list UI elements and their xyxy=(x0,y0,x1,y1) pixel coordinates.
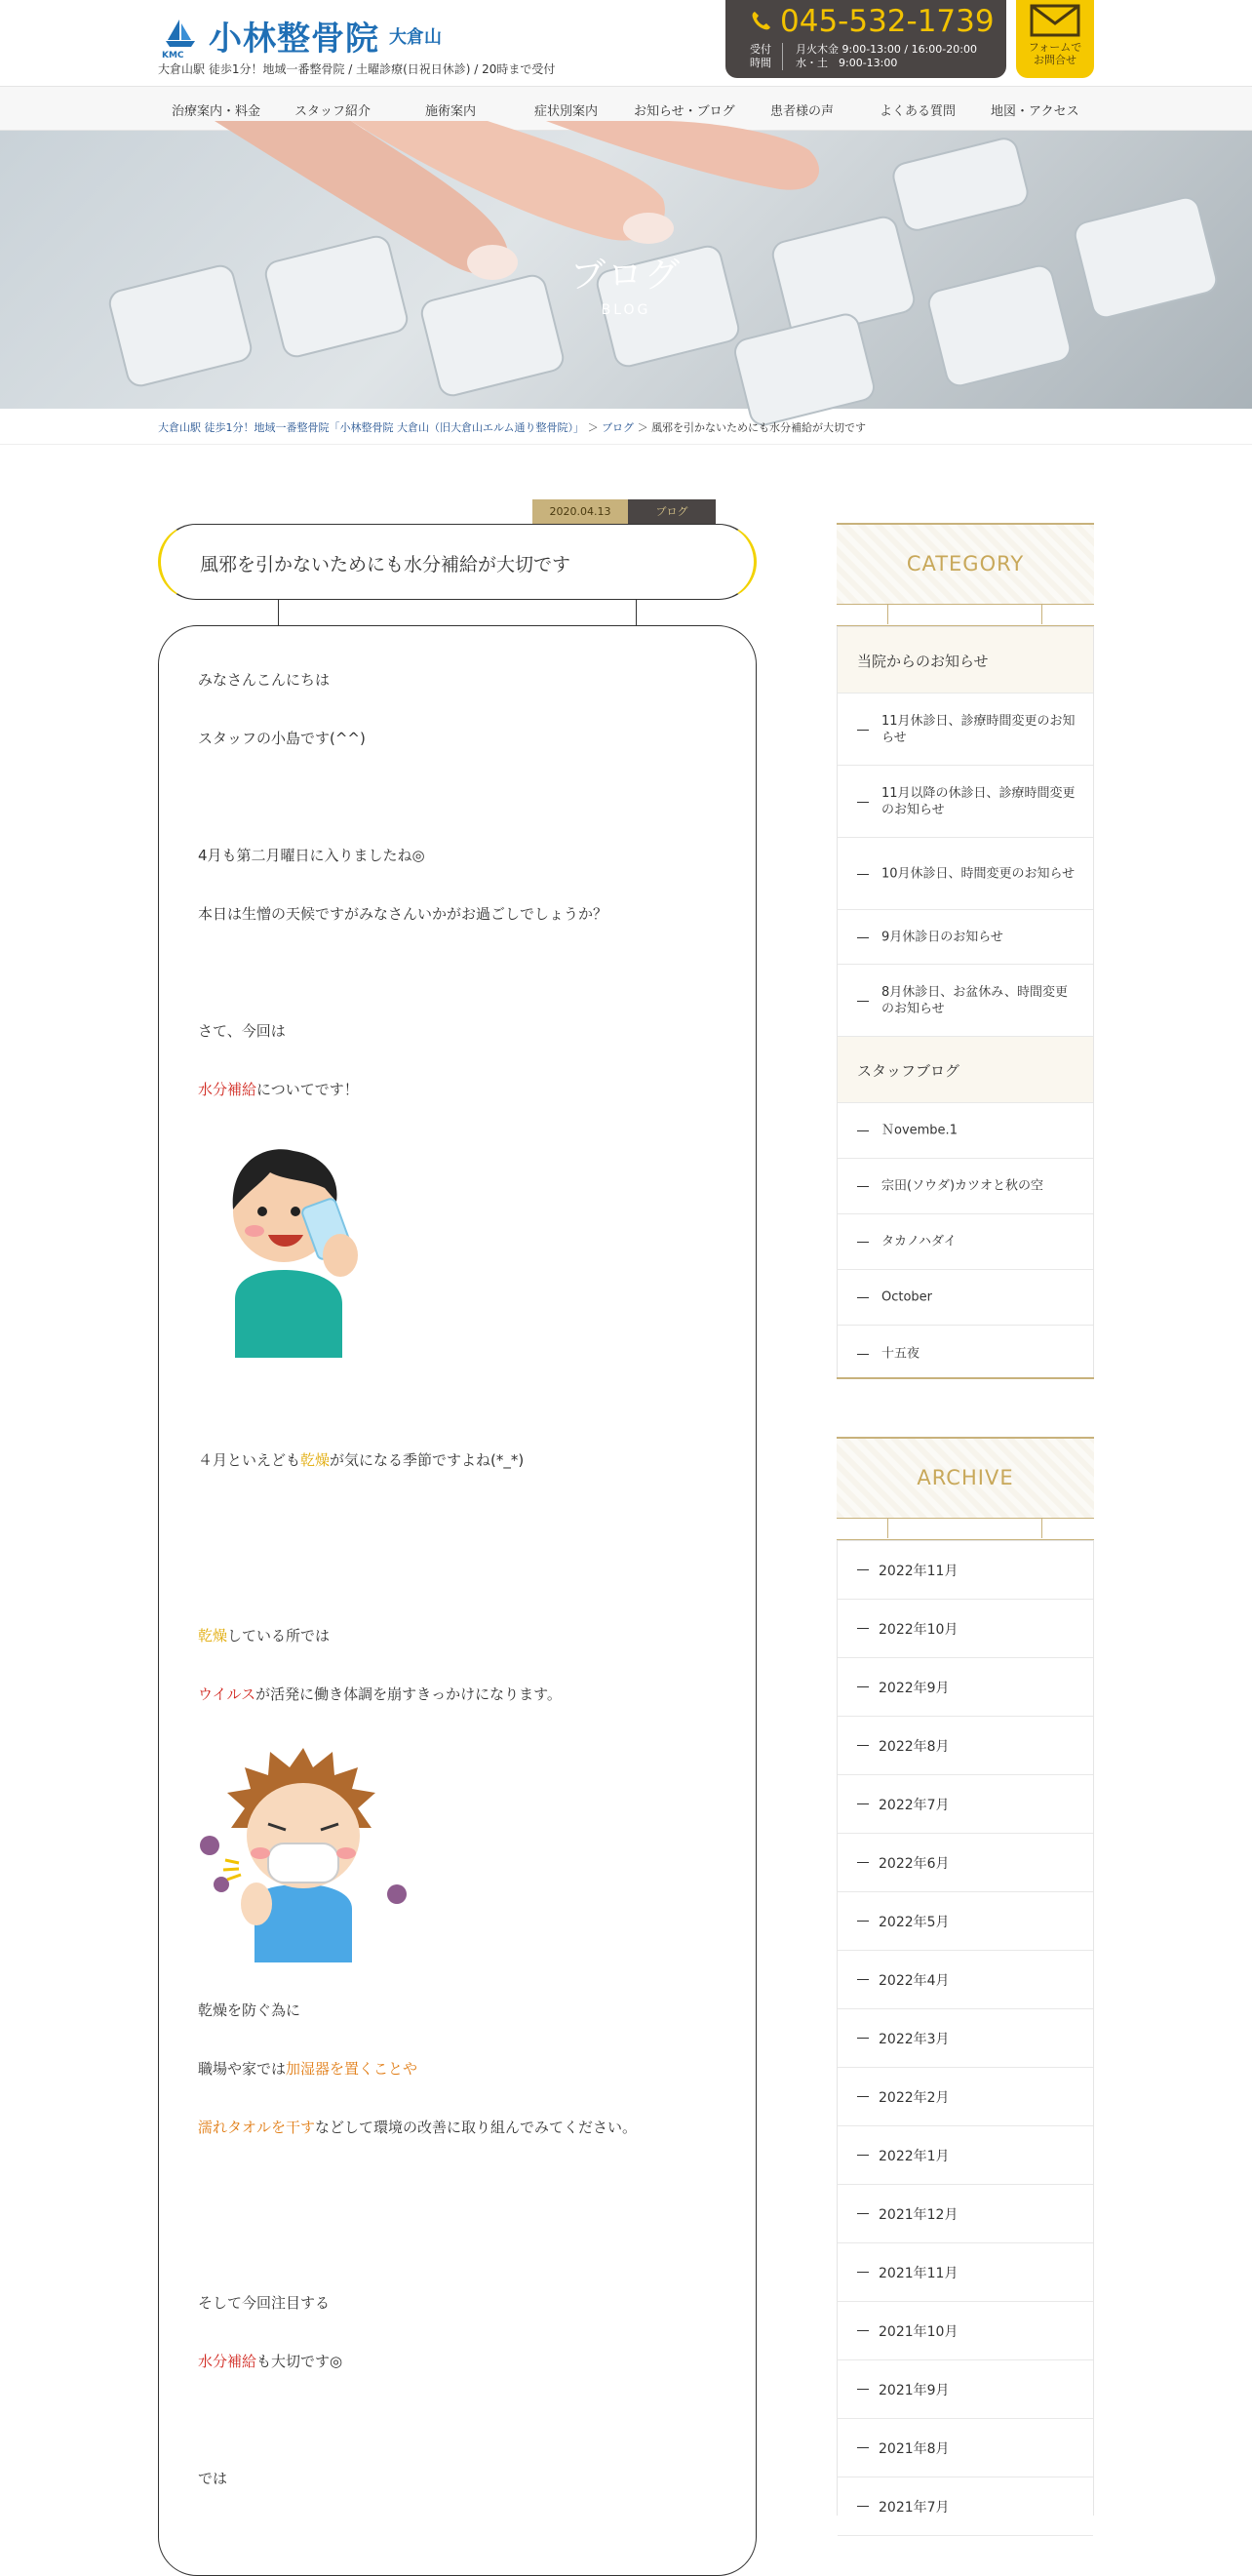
nav-item-news-blog[interactable]: お知らせ・ブログ xyxy=(634,104,735,119)
post-body xyxy=(158,625,757,2576)
archive-month-link[interactable]: 2022年2月 xyxy=(838,2068,1093,2126)
archive-month-link[interactable]: 2021年9月 xyxy=(838,2360,1093,2419)
category-group-staff-blog[interactable]: スタッフブログ xyxy=(838,1037,1093,1103)
archive-month-link[interactable]: 2022年5月 xyxy=(838,1892,1093,1951)
site-logo[interactable] xyxy=(158,12,442,59)
post-date: 2020.04.13 xyxy=(532,499,628,525)
breadcrumb xyxy=(158,419,866,435)
post-paragraph: 水分補給も大切です◎ xyxy=(198,2353,343,2370)
boy-drinking-water-illustration xyxy=(215,1133,391,1358)
phone-contact-box[interactable] xyxy=(725,0,1006,78)
archive-month-link[interactable]: 2022年7月 xyxy=(838,1775,1093,1834)
title-connector xyxy=(636,600,637,625)
post-paragraph: さて、今回は xyxy=(198,1022,286,1040)
ship-logo-icon xyxy=(158,14,203,59)
contact-form-label: フォームで お問合せ xyxy=(1028,41,1082,66)
nav-item-treatment[interactable]: 施術案内 xyxy=(425,104,477,119)
logo-subtitle: 大倉山 xyxy=(389,26,442,48)
boy-coughing-mask-illustration xyxy=(196,1738,430,1962)
phone-number[interactable]: 045-532-1739 xyxy=(749,4,995,39)
breadcrumb-current: 風邪を引かないためにも水分補給が大切です xyxy=(651,421,867,434)
nav-item-symptoms[interactable]: 症状別案内 xyxy=(534,104,599,119)
contact-form-button[interactable] xyxy=(1016,0,1094,78)
nav-item-voices[interactable]: 患者様の声 xyxy=(770,104,835,119)
title-connector xyxy=(278,600,279,625)
category-post-link[interactable]: 9月休診日のお知らせ xyxy=(838,910,1093,965)
archive-month-link[interactable]: 2022年8月 xyxy=(838,1717,1093,1775)
logo-title: 小林整骨院 xyxy=(209,20,379,59)
category-post-link[interactable]: 十五夜 xyxy=(838,1326,1093,1381)
hero-subtitle: BLOG xyxy=(601,302,651,318)
post-category-badge[interactable]: ブログ xyxy=(628,499,716,525)
post-paragraph: スタッフの小島です(^^) xyxy=(198,730,366,747)
category-group-notices[interactable]: 当院からのお知らせ xyxy=(838,627,1093,694)
archive-month-link[interactable]: 2022年4月 xyxy=(838,1951,1093,2009)
nav-item-access[interactable]: 地図・アクセス xyxy=(991,104,1079,119)
post-title: 風邪を引かないためにも水分補給が大切です xyxy=(200,554,571,575)
category-post-link[interactable]: 8月休診日、お盆休み、時間変更のお知らせ xyxy=(838,965,1093,1037)
category-post-link[interactable]: Ｎovembe.1 xyxy=(838,1103,1093,1159)
post-paragraph: そして今回注目する xyxy=(198,2294,331,2312)
svg-text:KMC: KMC xyxy=(162,50,184,60)
nav-item-faq[interactable]: よくある質問 xyxy=(880,104,957,119)
post-paragraph: 濡れタオルを干すなどして環境の改善に取り組んでみてください。 xyxy=(198,2119,638,2136)
archive-month-link[interactable]: 2021年7月 xyxy=(838,2477,1093,2536)
archive-month-link[interactable]: 2022年1月 xyxy=(838,2126,1093,2185)
site-header xyxy=(0,0,1252,86)
post-paragraph: では xyxy=(198,2470,228,2487)
breadcrumb-separator: ＞ xyxy=(587,421,599,434)
post-paragraph: 乾燥を防ぐ為に xyxy=(198,2001,301,2019)
post-paragraph: 水分補給についてです！ xyxy=(198,1081,359,1098)
hero-title: ブログ xyxy=(569,256,682,296)
category-widget-tabs xyxy=(837,605,1094,626)
category-post-link[interactable]: October xyxy=(838,1270,1093,1326)
archive-month-link[interactable]: 2021年10月 xyxy=(838,2302,1093,2360)
post-paragraph: 職場や家では加湿器を置くことや xyxy=(198,2060,418,2078)
phone-icon xyxy=(749,10,772,33)
nav-item-treatment-price[interactable]: 治療案内・料金 xyxy=(172,104,261,119)
archive-month-link[interactable]: 2022年10月 xyxy=(838,1600,1093,1658)
archive-widget-title: ARCHIVE xyxy=(917,1466,1014,1489)
post-title-box xyxy=(158,524,757,600)
category-list-bottom-rule xyxy=(837,1377,1094,1379)
category-list xyxy=(837,626,1094,1379)
business-hours: 月火木金 9:00-13:00 / 16:00-20:00 水・土 9:00-13:00 xyxy=(796,43,977,69)
category-post-link[interactable]: 11月以降の休診日、診療時間変更のお知らせ xyxy=(838,766,1093,838)
post-paragraph: 4月も第二月曜日に入りましたね◎ xyxy=(198,847,425,864)
category-post-link[interactable]: 10月休診日、時間変更のお知らせ xyxy=(838,838,1093,910)
archive-month-link[interactable]: 2021年12月 xyxy=(838,2185,1093,2243)
post-paragraph: ４月といえども乾燥が気になる季節ですよね(*_*) xyxy=(198,1451,525,1469)
site-tagline: 大倉山駅 徒歩1分！地域一番整骨院 / 土曜診療(日祝日休診) / 20時まで受付 xyxy=(158,62,556,76)
post-paragraph: みなさんこんにちは xyxy=(198,671,331,689)
archive-month-link[interactable]: 2022年6月 xyxy=(838,1834,1093,1892)
category-post-link[interactable]: 宗田(ソウダ)カツオと秋の空 xyxy=(838,1159,1093,1214)
nav-item-staff[interactable]: スタッフ紹介 xyxy=(294,104,372,119)
breadcrumb-blog[interactable]: ブログ xyxy=(602,421,635,434)
breadcrumb-separator: ＞ xyxy=(637,421,648,434)
category-post-link[interactable]: 11月休診日、診療時間変更のお知らせ xyxy=(838,694,1093,766)
breadcrumb-home[interactable]: 大倉山駅 徒歩1分！地域一番整骨院「小林整骨院 大倉山（旧大倉山エルム通り整骨院）」 xyxy=(158,421,585,434)
hours-divider xyxy=(782,43,783,70)
archive-month-link[interactable]: 2021年8月 xyxy=(838,2419,1093,2477)
category-post-link[interactable]: タカノハダイ xyxy=(838,1214,1093,1270)
archive-month-link[interactable]: 2022年11月 xyxy=(838,1541,1093,1600)
archive-month-link[interactable]: 2022年3月 xyxy=(838,2009,1093,2068)
page-hero xyxy=(0,131,1252,409)
post-paragraph: 本日は生憎の天候ですがみなさんいかがお過ごしでしょうか？ xyxy=(198,905,608,923)
archive-widget-tabs xyxy=(837,1519,1094,1540)
archive-month-link[interactable]: 2022年9月 xyxy=(838,1658,1093,1717)
archive-list xyxy=(837,1540,1094,2516)
category-widget-header xyxy=(837,523,1094,605)
post-paragraph: 乾燥している所では xyxy=(198,1627,331,1645)
hours-label: 受付 時間 xyxy=(750,43,771,69)
envelope-icon xyxy=(1030,4,1080,37)
breadcrumb-divider xyxy=(0,444,1252,445)
archive-widget-header xyxy=(837,1437,1094,1519)
archive-month-link[interactable]: 2021年11月 xyxy=(838,2243,1093,2302)
category-widget-title: CATEGORY xyxy=(906,552,1025,575)
post-paragraph: ウイルスが活発に働き体調を崩すきっかけになります。 xyxy=(198,1685,562,1703)
